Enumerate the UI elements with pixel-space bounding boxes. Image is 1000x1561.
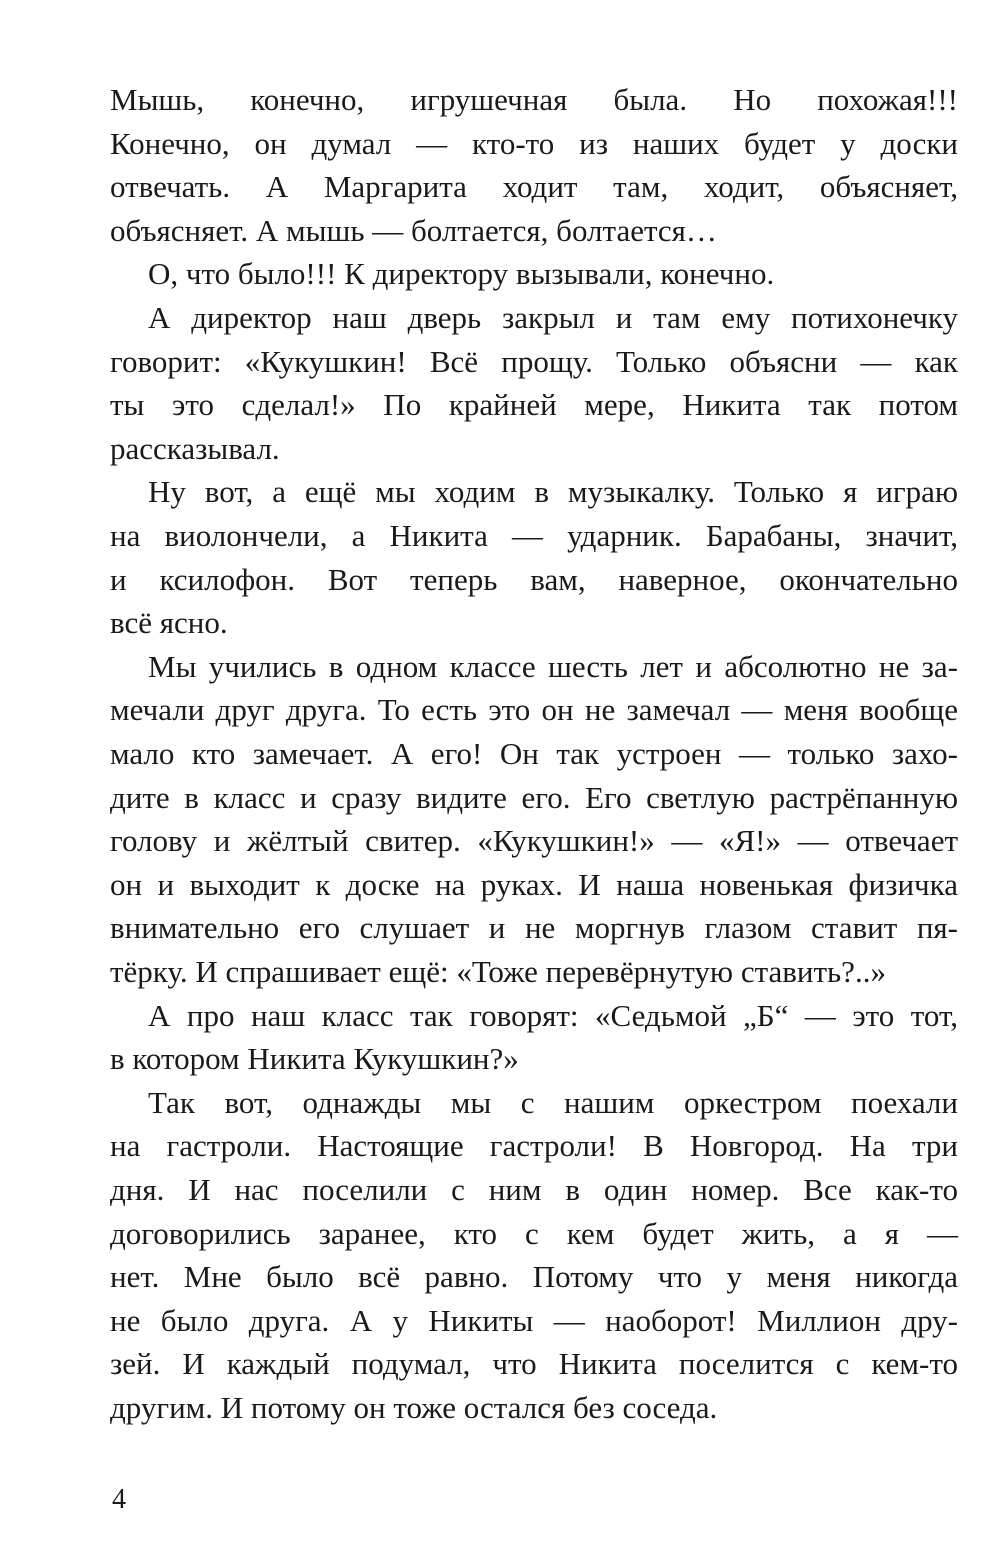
text-line: О, что было!!! К директору вызывали, конечно. (148, 256, 775, 292)
text-line: и ксилофон. Вот теперь вам, наверное, окончательно (110, 561, 958, 597)
text-line: отвечать. А Маргарита ходит там, ходит, объясняет, (110, 169, 958, 205)
text-line: мало кто замечает. А его! Он так устроен — только захо- (110, 736, 958, 771)
text-line: А директор наш дверь закрыл и там ему потихонечку (148, 300, 958, 335)
text-line: на гастроли. Настоящие гастроли! В Новгород. На три (110, 1128, 958, 1164)
text-line: зей. И каждый подумал, что Никита поселится с кем-то (110, 1346, 958, 1382)
text-line: на виолончели, а Никита — ударник. Барабаны, значит, (110, 518, 958, 553)
text-line: Мы учились в одном классе шесть лет и абсолютно не за- (148, 648, 958, 684)
text-line: говорит: «Кукушкин! Всё прощу. Только объясни — как (110, 343, 958, 379)
text-line: внимательно его слушает и не моргнув глазом ставит пя- (110, 910, 958, 946)
text-line: нет. Мне было всё равно. Потому что у меня никогда (110, 1259, 958, 1295)
text-line: рассказывал. (110, 430, 280, 466)
text-line: всё ясно. (110, 605, 228, 641)
text-line: другим. И потому он тоже остался без соседа. (110, 1390, 718, 1425)
text-line: Мышь, конечно, игрушечная была. Но похожая!!! (110, 82, 958, 117)
text-line: мечали друг друга. То есть это он не замечал — меня вообще (110, 692, 958, 728)
text-line: договорились заранее, кто с кем будет жить, а я — (110, 1215, 958, 1251)
text-line: тёрку. И спрашивает ещё: «Тоже перевёрнутую ставить?..» (110, 954, 886, 989)
text-line: Конечно, он думал — кто-то из наших будет у доски (110, 125, 958, 161)
text-line: не было друга. А у Никиты — наоборот! Миллион дру- (110, 1302, 958, 1338)
text-line: Так вот, однажды мы с нашим оркестром поехали (148, 1084, 958, 1120)
text-line: он и выходит к доске на руках. И наша новенькая физичка (110, 866, 958, 902)
text-line: дите в класс и сразу видите его. Его светлую растрёпанную (110, 779, 958, 815)
text-line: дня. И нас поселили с ним в один номер. Все как-то (110, 1172, 958, 1207)
page-number: 4 (112, 1484, 126, 1515)
text-line: Ну вот, а ещё мы ходим в музыкалку. Только я играю (148, 474, 958, 510)
text-line: ты это сделал!» По крайней мере, Никита так потом (110, 387, 958, 423)
text-line: А про наш класс так говорят: «Седьмой „Б“ — это тот, (148, 997, 958, 1033)
text-line: в котором Никита Кукушкин?» (110, 1041, 519, 1077)
text-line: объясняет. А мышь — болтается, болтается… (110, 212, 717, 248)
text-line: голову и жёлтый свитер. «Кукушкин!» — «Я!» — отвечает (110, 823, 958, 859)
